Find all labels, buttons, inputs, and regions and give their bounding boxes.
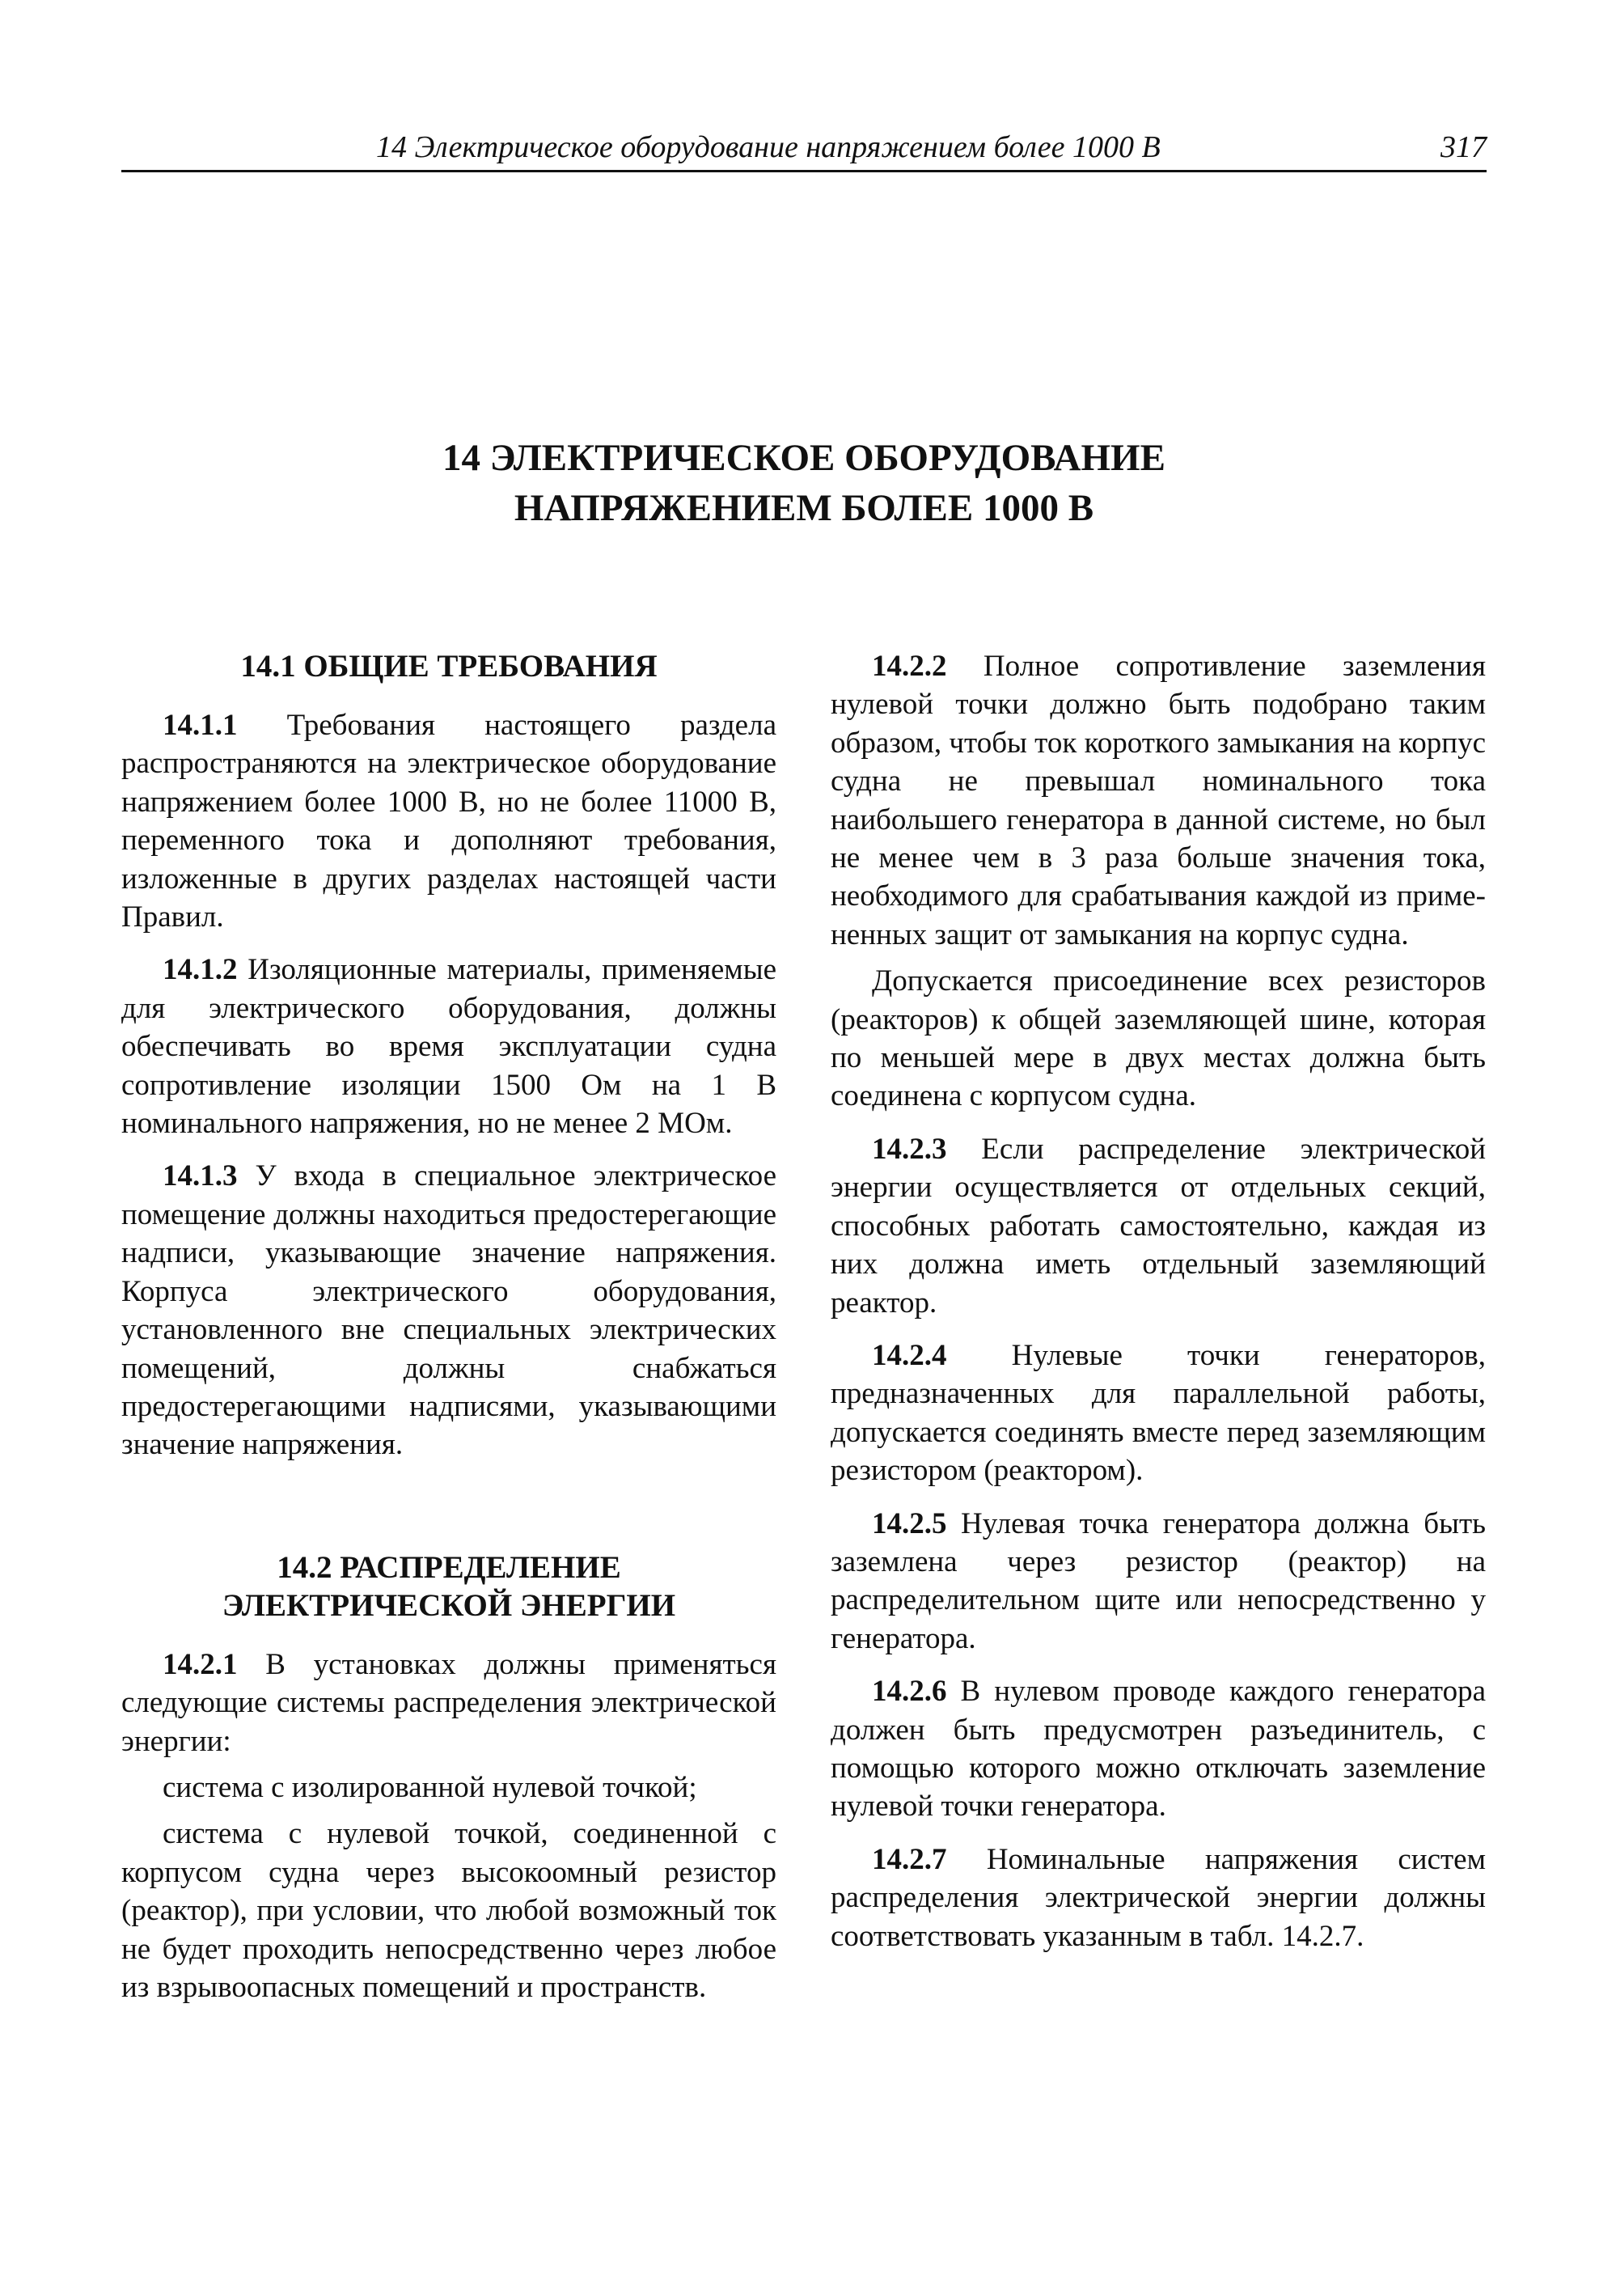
clause-number: 14.2.6 bbox=[872, 1675, 947, 1709]
clause-14-2-7 bbox=[831, 1841, 1486, 1955]
left-column bbox=[121, 647, 776, 2006]
section-14-1-heading bbox=[121, 647, 776, 685]
clause-text: У входа в специальное электрическое помещение должны находиться предостерегающие надписи, указывающие значение напряжения. Корпуса электрического оборудования, установленного вне специальных электрических помещений, должны снабжаться предостерегающими надписями, указывающими значение напряжения. bbox=[121, 1159, 776, 1462]
clause-text: В нулевом проводе каждого генератора должен быть предусмотрен разъединитель, с помощью которого можно отключать заземление нулевой точки генератора. bbox=[831, 1675, 1486, 1824]
running-header-title: 14 Электрическое оборудование напряжением более 1000 В bbox=[376, 130, 1161, 164]
clause-number: 14.2.4 bbox=[872, 1338, 947, 1372]
clause-14-2-6 bbox=[831, 1672, 1486, 1826]
clause-number: 14.1.2 bbox=[163, 953, 238, 987]
clause-14-2-5 bbox=[831, 1505, 1486, 1658]
right-column bbox=[831, 647, 1486, 1955]
clause-14-2-2 bbox=[831, 647, 1486, 954]
clause-text: Полное сопротивление заземления нулевой точки должно быть подобрано таким образом, чтобы ток короткого замыкания на корпус судна не превышал номинального тока наибольшего генератора в данной системе, но был не менее чем в 3 раза больше значения тока, необходимого для срабатывания каждой из примененных защит от замыкания на корпус судна. bbox=[831, 650, 1486, 951]
clause-text: Нулевая точка генератора должна быть заземлена через резистор (реактор) на распределительном щите или непосредственно у генератора. bbox=[831, 1506, 1486, 1655]
clause-text: Номинальные напряжения систем распределения электрической энергии должны соответствовать указанным в табл. 14.2.7. bbox=[831, 1842, 1486, 1953]
section-14-2-heading-line-2: ЭЛЕКТРИЧЕСКОЙ ЭНЕРГИИ bbox=[222, 1587, 676, 1623]
clause-text: Изоляционные материалы, применяемые для электрического оборудования, должны обеспечивать во время эксплуатации судна сопротивление изоляции 1500 Ом на 1 В номинального напряжения, но не менее 2 МОм. bbox=[121, 953, 776, 1141]
clause-14-1-3 bbox=[121, 1157, 776, 1464]
chapter-title-line-2: НАПРЯЖЕНИЕМ БОЛЕЕ 1000 В bbox=[514, 487, 1094, 529]
section-14-2-heading bbox=[121, 1548, 776, 1625]
chapter-title bbox=[121, 433, 1487, 533]
clause-text: Нулевые точки генераторов, предназначенных для параллельной работы, допускается соединять вместе перед заземляющим резистором (реактором). bbox=[831, 1338, 1486, 1488]
chapter-title-line-1: 14 ЭЛЕКТРИЧЕСКОЕ ОБОРУДОВАНИЕ bbox=[442, 437, 1165, 479]
clause-14-2-3 bbox=[831, 1130, 1486, 1322]
clause-number: 14.2.2 bbox=[872, 650, 947, 683]
clause-14-2-1-item-1: система с изолированной нулевой точкой; bbox=[163, 1770, 697, 1804]
section-14-2-heading-line-1: 14.2 РАСПРЕДЕЛЕНИЕ bbox=[277, 1549, 621, 1585]
page-number: 317 bbox=[1440, 130, 1487, 164]
clause-14-1-1 bbox=[121, 706, 776, 936]
clause-number: 14.2.3 bbox=[872, 1132, 947, 1166]
clause-number: 14.2.7 bbox=[872, 1842, 947, 1876]
clause-14-2-2-continuation: Допускается присоединение всех резисторов (реакторов) к общей заземляющей шине, которая по меньшей мере в двух местах должна быть соединена с корпусом судна. bbox=[831, 964, 1486, 1113]
clause-14-2-4 bbox=[831, 1337, 1486, 1490]
running-header bbox=[121, 128, 1487, 172]
clause-text: Если распределение электрической энергии осуществляется от отдельных секций, способных работать самостоятельно, каждая из них должна иметь отдельный заземляющий реактор. bbox=[831, 1132, 1486, 1320]
section-14-1-heading-text: 14.1 ОБЩИЕ ТРЕБОВАНИЯ bbox=[240, 649, 658, 684]
clause-14-1-2 bbox=[121, 951, 776, 1142]
clause-number: 14.2.1 bbox=[163, 1647, 238, 1681]
clause-text: В установках должны применяться следующие системы распределения электрической энергии: bbox=[121, 1647, 776, 1758]
clause-number: 14.1.1 bbox=[163, 709, 238, 742]
clause-14-2-1-item-2: система с нулевой точкой, соединенной с корпусом судна через высокоомный резистор (реактор), при условии, что любой возможный ток не будет проходить непосредственно через любое из взрывоопасных помещений и пространств. bbox=[121, 1817, 776, 2004]
clause-number: 14.2.5 bbox=[872, 1506, 947, 1540]
clause-text: Требования настоящего раздела распространяются на электрическое оборудование напряжением более 1000 В, но не более 11000 В, переменного тока и дополняют требования, изложенные в других разделах настоящей части Правил. bbox=[121, 709, 776, 934]
clause-14-2-1 bbox=[121, 1646, 776, 1760]
clause-number: 14.1.3 bbox=[163, 1159, 238, 1193]
